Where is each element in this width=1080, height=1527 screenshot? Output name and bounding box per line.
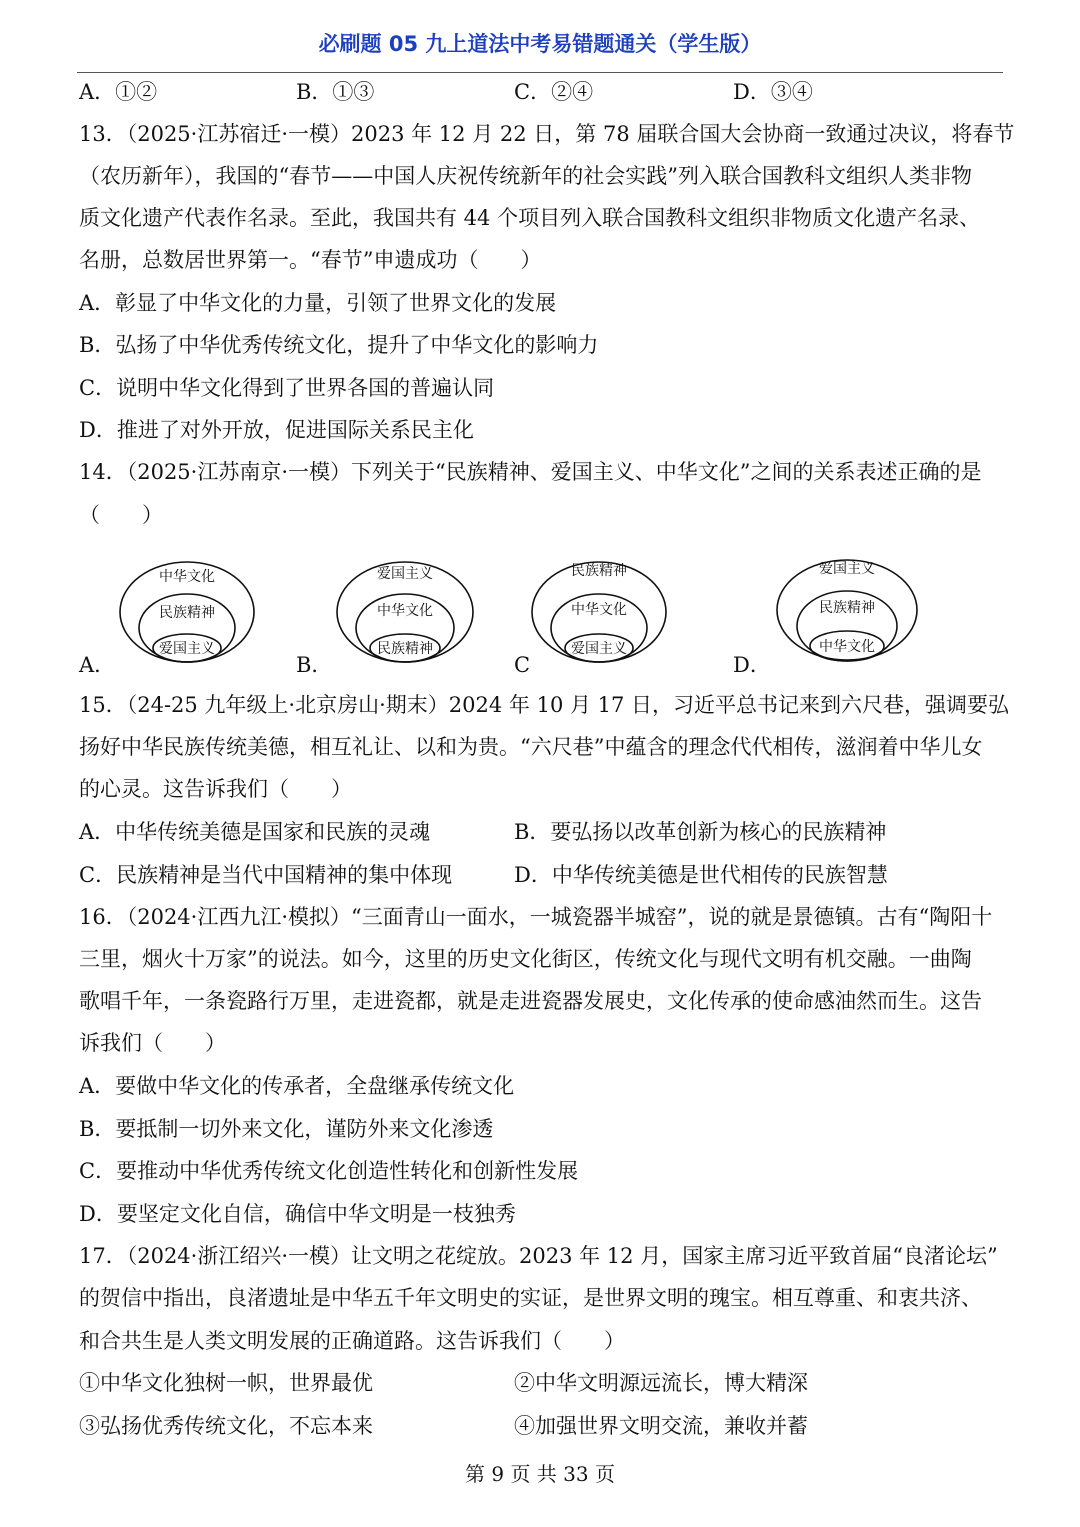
middle-label: 民族精神 [819,600,875,616]
q16-option-c: C．要推动中华优秀传统文化创造性转化和创新性发展 [79,1159,579,1183]
q15-option-b: B．要弘扬以改革创新为核心的民族精神 [514,820,887,844]
q16-stem-line-2: 三里，烟火十万家”的说法。如今，这里的历史文化街区，传统文化与现代文明有机交融。一曲陶 [79,947,972,971]
q16-stem-line-1: 16．（2024·江西九江·模拟）“三面青山一面水，一城瓷器半城窑”，说的就是景德镇。古有“陶阳十 [79,905,993,929]
outer-label: 中华文化 [159,569,215,585]
outer-label: 爱国主义 [377,566,433,582]
prev-option-b: B．①③ [296,80,375,104]
q14-option-a-label: A． [79,653,116,677]
q14-diagram-a [116,556,260,666]
prev-option-c: C．②④ [514,80,594,104]
q17-stem-line-3: 和合共生是人类文明发展的正确道路。这告诉我们（ ） [79,1329,625,1353]
q15-option-a: A．中华传统美德是国家和民族的灵魂 [79,820,431,844]
inner-label: 爱国主义 [159,641,215,657]
header-divider [77,72,1003,73]
q14-stem-line-1: 14．（2025·江苏南京·一模）下列关于“民族精神、爱国主义、中华文化”之间的关系表述正确的是 [79,460,982,484]
q13-option-c: C．说明中华文化得到了世界各国的普遍认同 [79,376,495,400]
q14-diagram-d [772,556,922,666]
q13-option-a: A．彰显了中华文化的力量，引领了世界文化的发展 [79,291,557,315]
page-footer-number: 第 9 页 共 33 页 [465,1462,615,1486]
q16-option-a: A．要做中华文化的传承者，全盘继承传统文化 [79,1074,515,1098]
q15-stem-line-3: 的心灵。这告诉我们（ ） [79,777,352,801]
q13-stem-line-2: （农历新年），我国的“春节——中国人庆祝传统新年的社会实践”列入联合国教科文组织人类非物 [79,164,972,188]
q13-option-b: B．弘扬了中华优秀传统文化，提升了中华文化的影响力 [79,333,599,357]
middle-label: 民族精神 [159,605,215,621]
q17-stem-line-1: 17．（2024·浙江绍兴·一模）让文明之花绽放。2023 年 12 月，国家主席习近平致首届“良渚论坛” [79,1244,998,1268]
q15-stem-line-1: 15．（24-25 九年级上·北京房山·期末）2024 年 10 月 17 日，习近平总书记来到六尺巷，强调要弘 [79,693,1010,717]
q15-option-d: D．中华传统美德是世代相传的民族智慧 [514,863,888,887]
q17-item-3: ③弘扬优秀传统文化，不忘本来 [79,1414,373,1438]
q14-option-b-label: B． [296,653,333,677]
q17-item-2: ②中华文明源远流长，博大精深 [514,1371,808,1395]
q15-option-c: C．民族精神是当代中国精神的集中体现 [79,863,453,887]
inner-label: 中华文化 [819,639,875,655]
page-header-title: 必刷题 05 九上道法中考易错题通关（学生版） [318,32,762,56]
q13-option-d: D．推进了对外开放，促进国际关系民主化 [79,418,474,442]
prev-option-a: A．①② [79,80,158,104]
q14-diagram-b [332,556,476,666]
middle-label: 中华文化 [377,603,433,619]
q14-option-c-label: C [514,653,531,677]
q16-option-b: B．要抵制一切外来文化，谨防外来文化渗透 [79,1117,494,1141]
q16-stem-line-4: 诉我们（ ） [79,1031,226,1055]
q15-stem-line-2: 扬好中华民族传统美德，相互礼让、以和为贵。“六尺巷”中蕴含的理念代代相传，滋润着中华儿女 [79,735,983,759]
q13-stem-line-4: 名册，总数居世界第一。“春节”申遗成功（ ） [79,248,542,272]
q14-option-d-label: D． [733,653,771,677]
q17-stem-line-2: 的贺信中指出，良渚遗址是中华五千年文明史的实证，是世界文明的瑰宝。相互尊重、和衷共济、 [79,1286,982,1310]
q17-item-1: ①中华文化独树一帜，世界最优 [79,1371,373,1395]
middle-label: 中华文化 [571,602,627,618]
q16-option-d: D．要坚定文化自信，确信中华文明是一枝独秀 [79,1202,516,1226]
prev-option-d: D．③④ [733,80,813,104]
q14-diagram-c [528,556,672,666]
q17-item-4: ④加强世界文明交流，兼收并蓄 [514,1414,808,1438]
q13-stem-line-1: 13．（2025·江苏宿迁·一模）2023 年 12 月 22 日，第 78 届联合国大会协商一致通过决议，将春节 [79,122,1015,146]
q13-stem-line-3: 质文化遗产代表作名录。至此，我国共有 44 个项目列入联合国教科文组织非物质文化遗产名录、 [79,206,981,230]
inner-label: 民族精神 [377,641,433,657]
outer-label: 民族精神 [571,563,627,579]
inner-label: 爱国主义 [571,641,627,657]
q16-stem-line-3: 歌唱千年，一条瓷路行万里，走进瓷都，就是走进瓷器发展史，文化传承的使命感油然而生。这告 [79,989,982,1013]
q14-stem-line-2: （ ） [79,503,163,527]
outer-label: 爱国主义 [819,561,875,577]
